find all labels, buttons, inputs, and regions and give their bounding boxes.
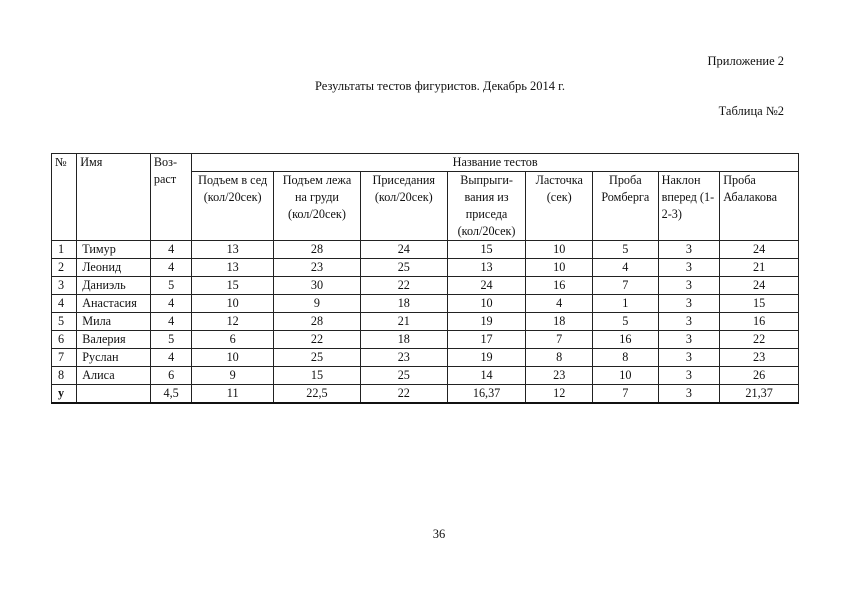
cell-age: 4,5 (150, 385, 191, 404)
cell-test-value: 3 (658, 313, 720, 331)
header-test-bend: Наклон вперед (1-2-3) (658, 172, 720, 241)
total-row (52, 385, 799, 404)
cell-test-value: 19 (447, 313, 526, 331)
cell-test-value: 3 (658, 349, 720, 367)
cell-test-value: 22 (360, 277, 447, 295)
cell-age: 5 (150, 331, 191, 349)
cell-test-value: 1 (593, 295, 659, 313)
cell-num: 3 (52, 277, 77, 295)
results-table (51, 153, 799, 404)
cell-age: 4 (150, 295, 191, 313)
cell-name: Тимур (77, 241, 151, 259)
header-test-swallow: Ласточка (сек) (526, 172, 593, 241)
cell-test-value: 11 (192, 385, 274, 404)
cell-num: у (52, 385, 77, 404)
cell-test-value: 22 (360, 385, 447, 404)
cell-name: Даниэль (77, 277, 151, 295)
cell-num: 5 (52, 313, 77, 331)
cell-test-value: 10 (192, 295, 274, 313)
cell-test-value: 13 (192, 259, 274, 277)
cell-test-value: 25 (360, 367, 447, 385)
cell-test-value: 23 (360, 349, 447, 367)
cell-test-value: 21 (360, 313, 447, 331)
document-title: Результаты тестов фигуристов. Декабрь 2014 г. (314, 79, 565, 93)
cell-test-value: 18 (526, 313, 593, 331)
cell-test-value: 21,37 (720, 385, 799, 404)
cell-name: Руслан (77, 349, 151, 367)
cell-test-value: 15 (192, 277, 274, 295)
cell-test-value: 22,5 (274, 385, 361, 404)
cell-name: Валерия (77, 331, 151, 349)
cell-test-value: 7 (593, 277, 659, 295)
cell-test-value: 21 (720, 259, 799, 277)
cell-test-value: 24 (720, 241, 799, 259)
table-row (52, 295, 799, 313)
header-num: № (52, 154, 77, 241)
cell-test-value: 10 (192, 349, 274, 367)
cell-test-value: 12 (526, 385, 593, 404)
cell-test-value: 7 (593, 385, 659, 404)
header-test-abalakov: Проба Абалакова (720, 172, 799, 241)
cell-test-value: 10 (447, 295, 526, 313)
header-name: Имя (77, 154, 151, 241)
cell-num: 7 (52, 349, 77, 367)
cell-test-value: 25 (274, 349, 361, 367)
table-row (52, 367, 799, 385)
table-row (52, 331, 799, 349)
cell-test-value: 5 (593, 313, 659, 331)
table-body (52, 241, 799, 404)
cell-test-value: 10 (593, 367, 659, 385)
cell-test-value: 16 (720, 313, 799, 331)
table-row (52, 241, 799, 259)
cell-test-value: 3 (658, 295, 720, 313)
header-row-group (52, 154, 799, 172)
cell-test-value: 3 (658, 331, 720, 349)
cell-test-value: 22 (274, 331, 361, 349)
table-row (52, 259, 799, 277)
header-test-romberg: Проба Ромберга (593, 172, 659, 241)
cell-test-value: 3 (658, 277, 720, 295)
cell-test-value: 16,37 (447, 385, 526, 404)
header-test-situps: Подъем в сед (кол/20сек) (192, 172, 274, 241)
cell-test-value: 25 (360, 259, 447, 277)
cell-test-value: 3 (658, 259, 720, 277)
cell-test-value: 10 (526, 259, 593, 277)
cell-test-value: 5 (593, 241, 659, 259)
cell-age: 4 (150, 313, 191, 331)
cell-test-value: 8 (526, 349, 593, 367)
table-row (52, 349, 799, 367)
cell-test-value: 28 (274, 241, 361, 259)
cell-test-value: 24 (720, 277, 799, 295)
cell-test-value: 10 (526, 241, 593, 259)
cell-age: 4 (150, 259, 191, 277)
cell-test-value: 15 (447, 241, 526, 259)
cell-test-value: 18 (360, 331, 447, 349)
cell-test-value: 8 (593, 349, 659, 367)
appendix-label: Приложение 2 (707, 54, 784, 68)
table-number-label: Таблица №2 (718, 104, 784, 118)
cell-num: 1 (52, 241, 77, 259)
cell-test-value: 9 (274, 295, 361, 313)
cell-name (77, 385, 151, 404)
cell-test-value: 3 (658, 385, 720, 404)
cell-test-value: 18 (360, 295, 447, 313)
cell-test-value: 23 (274, 259, 361, 277)
cell-name: Алиса (77, 367, 151, 385)
cell-test-value: 24 (447, 277, 526, 295)
cell-age: 4 (150, 349, 191, 367)
cell-name: Мила (77, 313, 151, 331)
cell-test-value: 7 (526, 331, 593, 349)
cell-test-value: 4 (593, 259, 659, 277)
cell-name: Леонид (77, 259, 151, 277)
header-test-back-raise: Подъем лежа на груди (кол/20сек) (274, 172, 361, 241)
cell-test-value: 14 (447, 367, 526, 385)
cell-test-value: 13 (192, 241, 274, 259)
cell-test-value: 15 (720, 295, 799, 313)
header-age: Воз-раст (150, 154, 191, 241)
cell-test-value: 22 (720, 331, 799, 349)
cell-test-value: 3 (658, 367, 720, 385)
cell-test-value: 28 (274, 313, 361, 331)
cell-name: Анастасия (77, 295, 151, 313)
cell-test-value: 23 (526, 367, 593, 385)
table-row (52, 313, 799, 331)
cell-test-value: 17 (447, 331, 526, 349)
cell-num: 2 (52, 259, 77, 277)
page-number: 36 (432, 527, 446, 541)
header-tests-group: Название тестов (192, 154, 799, 172)
cell-test-value: 15 (274, 367, 361, 385)
cell-test-value: 6 (192, 331, 274, 349)
cell-test-value: 16 (526, 277, 593, 295)
cell-num: 8 (52, 367, 77, 385)
header-test-jumps: Выпрыги-вания из приседа (кол/20сек) (447, 172, 526, 241)
cell-test-value: 4 (526, 295, 593, 313)
cell-test-value: 23 (720, 349, 799, 367)
cell-test-value: 13 (447, 259, 526, 277)
cell-test-value: 24 (360, 241, 447, 259)
cell-test-value: 16 (593, 331, 659, 349)
cell-num: 6 (52, 331, 77, 349)
header-test-squats: Приседания (кол/20сек) (360, 172, 447, 241)
cell-test-value: 26 (720, 367, 799, 385)
cell-test-value: 12 (192, 313, 274, 331)
cell-age: 5 (150, 277, 191, 295)
cell-age: 4 (150, 241, 191, 259)
cell-num: 4 (52, 295, 77, 313)
cell-age: 6 (150, 367, 191, 385)
cell-test-value: 19 (447, 349, 526, 367)
cell-test-value: 9 (192, 367, 274, 385)
table-row (52, 277, 799, 295)
cell-test-value: 3 (658, 241, 720, 259)
cell-test-value: 30 (274, 277, 361, 295)
